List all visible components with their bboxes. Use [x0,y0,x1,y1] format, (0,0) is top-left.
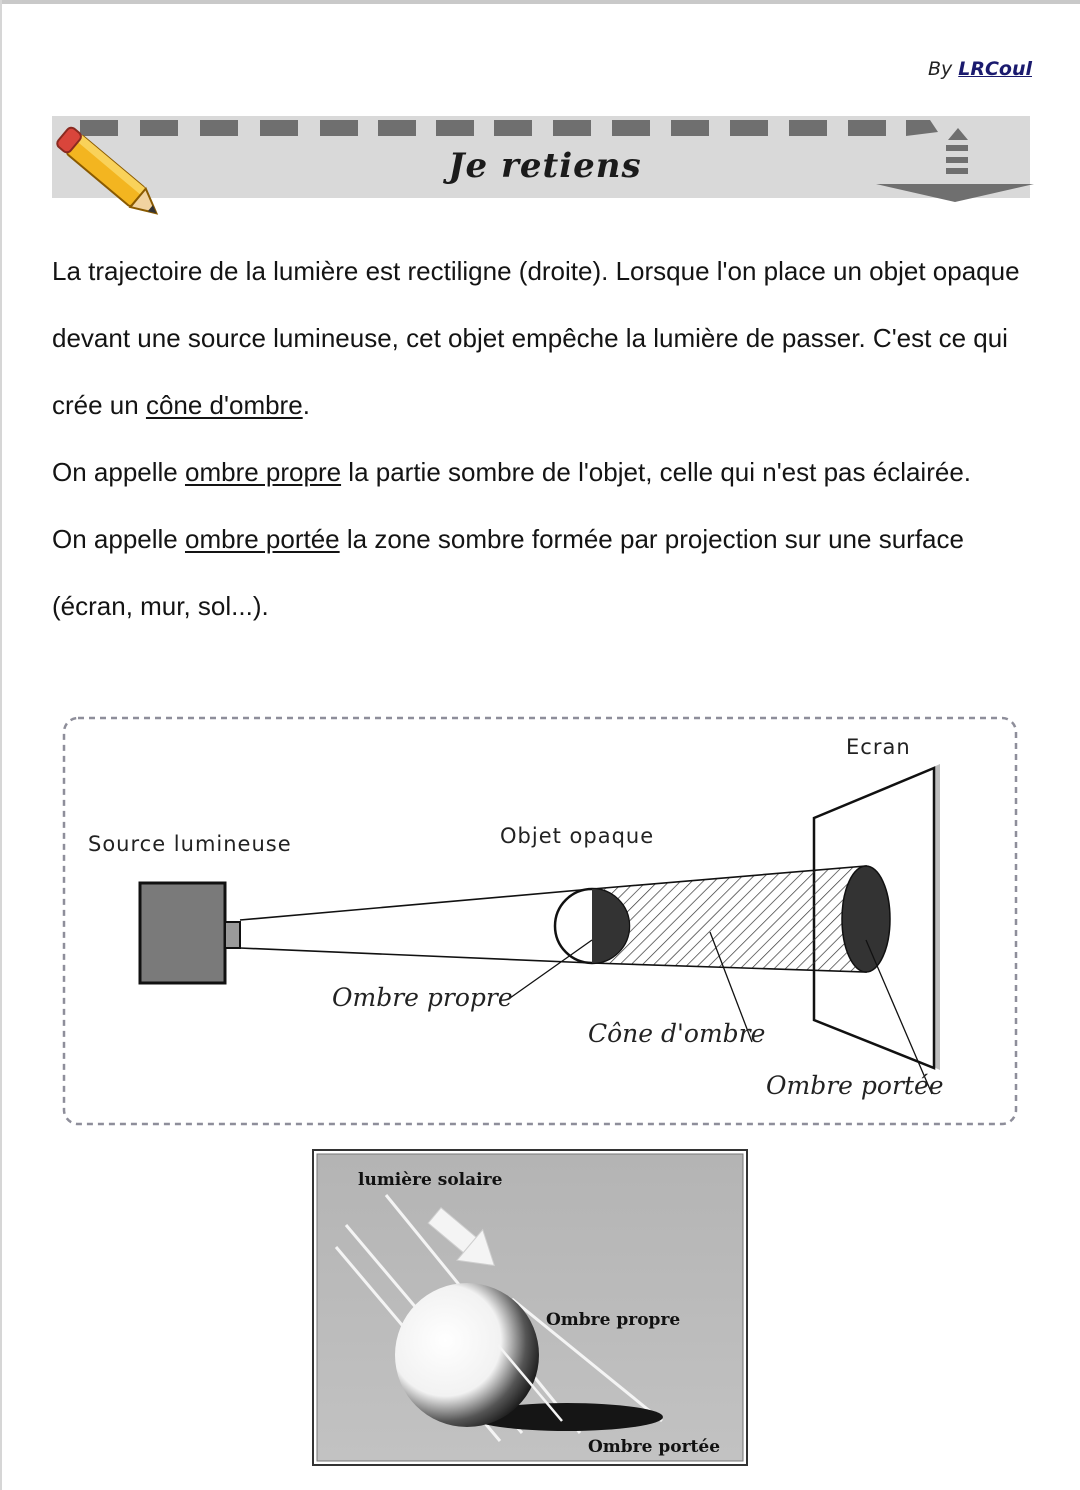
label-cast-shadow: Ombre portée [766,1071,944,1100]
paragraph-2-end: la partie sombre de l'objet, celle qui n'est pas éclairée. [341,457,972,487]
term-ombre-propre: ombre propre [184,457,342,487]
paragraph-1-text: La trajectoire de la lumière est rectiligne (droite). Lorsque l'on place un objet opaque devant une source lumineuse, cet objet empêche la lumière de passer. C'est ce qui crée un [52,256,1020,420]
label-sunlight: lumière solaire [358,1170,503,1190]
banner-title: Je retiens [448,146,642,186]
author-link[interactable]: LRCoul [958,58,1032,80]
label-own-shadow-photo: Ombre propre [546,1310,681,1330]
pointer-own-shadow [510,940,592,998]
sphere [395,1283,539,1427]
label-object: Objet opaque [500,824,655,848]
paragraph-3-text: On appelle [52,524,185,554]
label-cast-shadow-photo: Ombre portée [588,1437,721,1457]
shadow-cone [592,866,866,972]
label-screen: Ecran [846,735,911,759]
paragraph-3-end: la zone sombre formée par projection sur une surface (écran, mur, sol...). [52,524,964,621]
light-source-lens [225,922,240,948]
author-prefix: By [927,58,953,80]
term-ombre-portee: ombre portée [184,524,340,554]
label-shadow-cone: Cône d'ombre [588,1019,766,1048]
label-own-shadow: Ombre propre [332,983,513,1012]
light-source-box [140,883,225,983]
label-source: Source lumineuse [88,832,292,856]
light-ray-top [240,889,592,920]
sunlight-illustration [312,1149,748,1466]
cast-shadow [842,866,890,972]
light-ray-bottom [240,948,592,963]
paragraph-2-text: On appelle [52,457,185,487]
paragraph-1-end: . [302,390,310,420]
term-cone-ombre: cône d'ombre [145,390,303,420]
